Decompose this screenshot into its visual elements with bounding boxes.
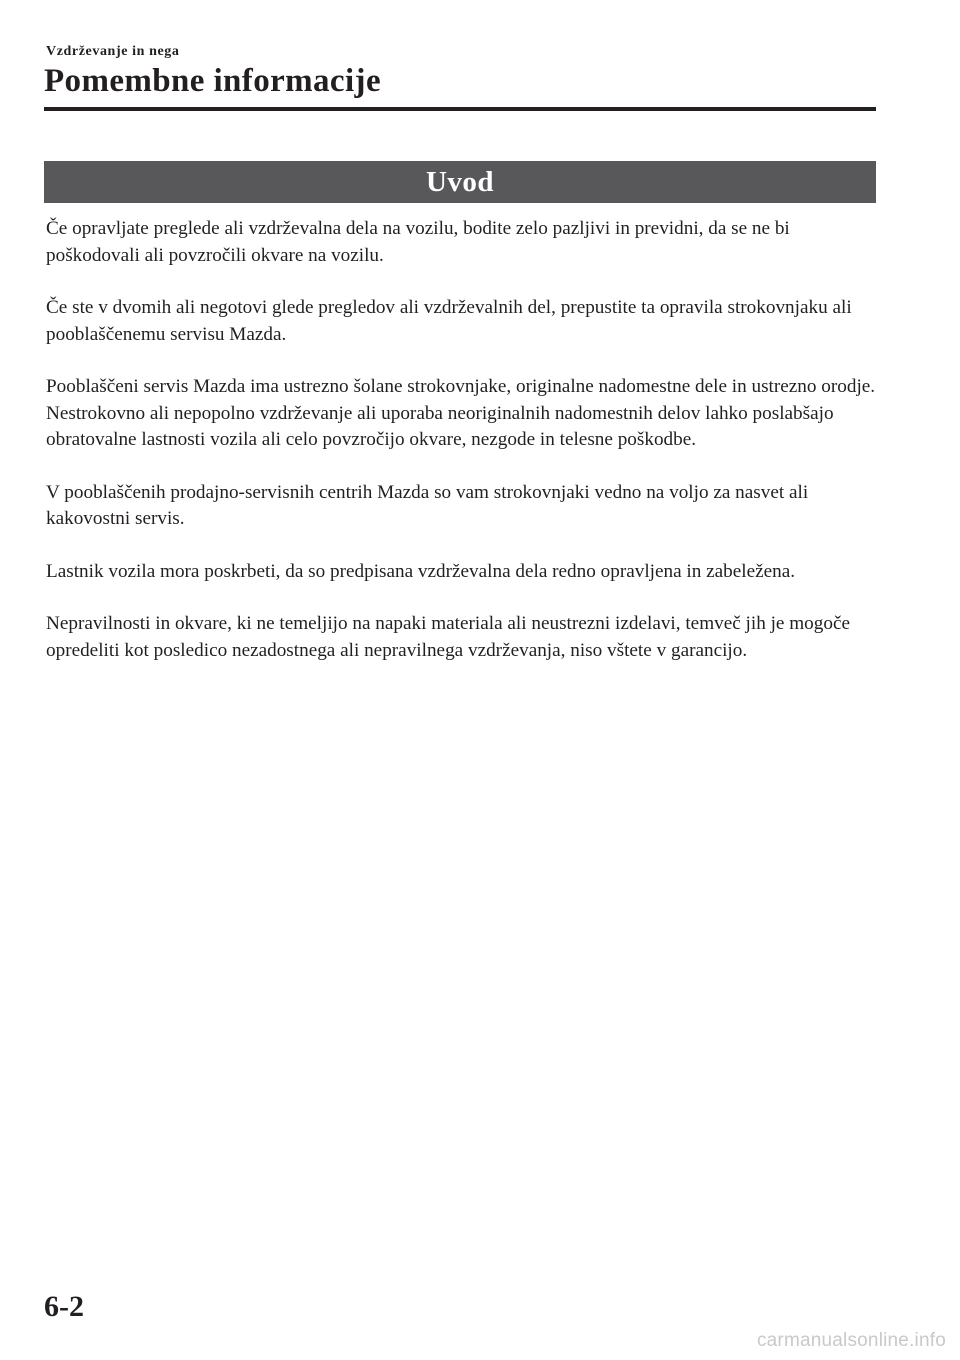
subsection-banner: [44, 161, 876, 203]
page-number: 6-2: [44, 1290, 84, 1323]
section-title: Pomembne informacije: [44, 63, 381, 99]
body-text: [46, 216, 880, 690]
paragraph-5: Lastnik vozila mora poskrbeti, da so predpisana vzdrževalna dela redno opravljena in zabeležena.: [46, 560, 796, 582]
paragraph-2: Če ste v dvomih ali negotovi glede pregledov ali vzdrževalnih del, prepustite ta opravila strokovnjaku ali pooblaščenemu servisu Mazda.: [46, 297, 852, 345]
title-underline-divider: [44, 107, 876, 111]
watermark: carmanualsonline.info: [756, 1330, 946, 1351]
paragraph-3: Pooblaščeni servis Mazda ima ustrezno šolane strokovnjake, originalne nadomestne dele in ustrezno orodje. Nestrokovno ali nepopolno vzdrževanje ali uporaba neoriginalnih nadomestnih delov lahko poslabšajo obratovalne lastnosti vozila ali celo povzročijo okvare, nezgode in telesne poškodbe.: [46, 376, 876, 450]
chapter-heading: Vzdrževanje in nega: [46, 44, 180, 59]
subsection-title: Uvod: [425, 165, 495, 198]
paragraph-4: V pooblaščenih prodajno-servisnih centrih Mazda so vam strokovnjaki vedno na voljo za nasvet ali kakovostni servis.: [46, 481, 809, 529]
paragraph-6: Nepravilnosti in okvare, ki ne temeljijo na napaki materiala ali neustrezni izdelavi, temveč jih je mogoče opredeliti kot posledico nezadostnega ali nepravilnega vzdrževanja, niso vštete v garancijo.: [46, 613, 850, 661]
paragraph-1: Če opravljate preglede ali vzdrževalna dela na vozilu, bodite zelo pazljivi in previdni, da se ne bi poškodovali ali povzročili okvare na vozilu.: [46, 218, 790, 266]
